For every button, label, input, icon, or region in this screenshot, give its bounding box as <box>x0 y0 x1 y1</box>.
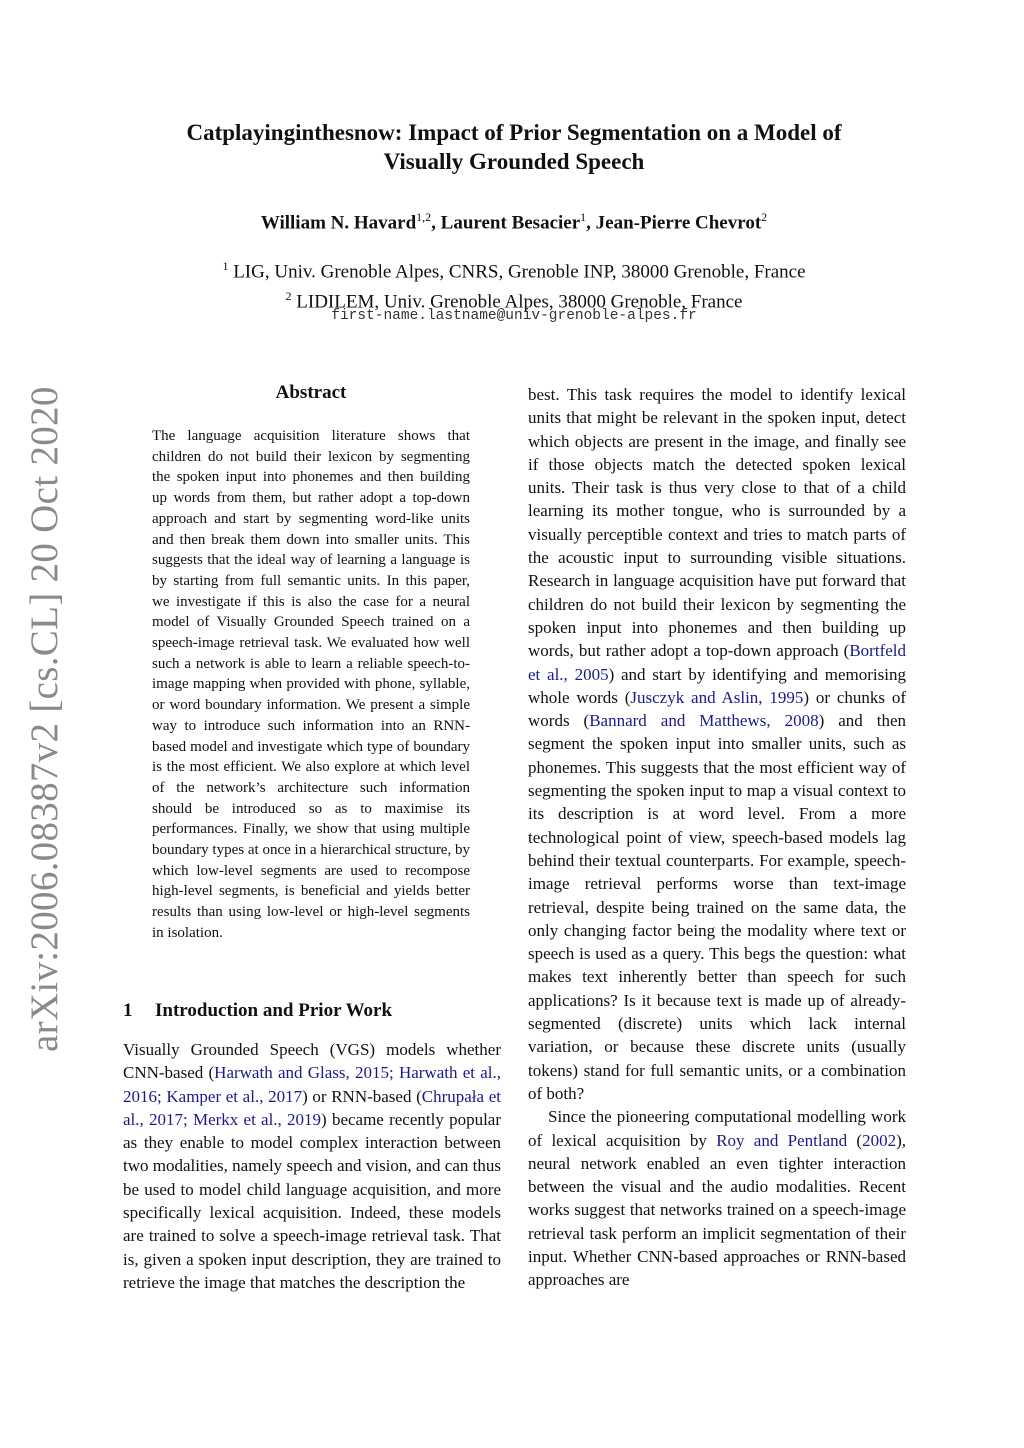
arxiv-identifier-stamp: arXiv:2006.08387v2 [cs.CL] 20 Oct 2020 <box>23 386 66 1052</box>
paper-title <box>110 118 918 176</box>
title-line-2: Visually Grounded Speech <box>383 149 645 174</box>
author-separator: , <box>586 212 596 234</box>
author-name: William N. Havard <box>260 212 417 234</box>
affiliation-text: LIDILEM, Univ. Grenoble Alpes, 38000 Grenoble, France <box>296 291 743 313</box>
author-name: Jean-Pierre Chevrot <box>595 212 762 234</box>
text-run: ) or chunks of words ( <box>528 687 906 731</box>
text-run: Visually Grounded Speech (VGS) models whether CNN-based ( <box>123 1040 501 1083</box>
intro-paragraph-right-1 <box>528 383 906 1105</box>
citation-link[interactable]: Harwath and Glass, 2015; Harwath et al., 2016; Kamper et al., 2017 <box>123 1063 502 1106</box>
citation-link[interactable]: Bortfeld et al., 2005 <box>528 641 906 684</box>
abstract-heading: Abstract <box>275 382 347 403</box>
text-run: best. This task requires the model to identify lexical units that might be relevant in the spoken input, detect which objects are present in the image, and finally see if those objects match the detected spoken lexical units. Their task is thus very close to that of a child learning its mother tongue, who is surrounded by a visually perceptible context and tries to match parts of the acoustic input to surrounding visible situations. Research in language acquisition have put forward that children do not build their lexicon by segmenting the spoken input into phonemes and then building up words, but rather adopt a top-down approach ( <box>528 385 906 661</box>
citation-link[interactable]: Jusczyk and Aslin, 1995 <box>630 687 804 707</box>
section-title: Introduction and Prior Work <box>155 1000 393 1021</box>
text-run: ) became recently popular as they enable to model complex interaction between two modalities, namely speech and vision, and can thus be used to model child language acquisition, and more specifically lexical acquisition. Indeed, these models are trained to solve a speech-image retrieval task. That is, given a spoken input description, they are trained to retrieve the image that matches the description the <box>123 1109 501 1292</box>
section-number: 1 <box>123 1000 133 1021</box>
affiliation-marker: 1 <box>222 259 229 273</box>
author-separator: , <box>431 212 441 234</box>
author-list <box>110 205 918 235</box>
citation-link[interactable]: Chrupała et al., 2017; Merkx et al., 2019 <box>123 1086 501 1129</box>
text-run: Since the pioneering computational modelling work of lexical acquisition by <box>528 1107 906 1150</box>
right-column <box>528 383 906 1292</box>
affiliation-line <box>110 254 918 284</box>
section-heading <box>123 1000 503 1022</box>
contact-email: first-name.lastname@univ-grenoble-alpes.fr <box>331 308 697 324</box>
author-affiliation-marker: 1 <box>580 210 587 224</box>
citation-link[interactable]: Bannard and Matthews, 2008 <box>589 711 819 731</box>
text-run: ) and start by identifying and memorising whole words ( <box>528 664 906 707</box>
intro-paragraph-right-2 <box>528 1105 906 1291</box>
affiliation-block <box>110 254 918 315</box>
citation-link[interactable]: 2002 <box>862 1130 897 1150</box>
author-affiliation-marker: 1,2 <box>416 210 432 224</box>
text-run: ) and then segment the spoken input into smaller units, such as phonemes. This suggests that the most efficient way of segmenting the spoken input to map a visual context to its description is at word level. From a more technological point of view, speech-based models lag behind their textual counterparts. For example, speech-image retrieval performs worse than text-image retrieval, despite being trained on the same data, the only changing factor being the modality where text or speech is used as a query. This begs the question: what makes text inherently better than speech for such applications? Is it because text is made up of already-segmented (discrete) units which lack internal variation, or because these discrete units (usually tokens) stand for full semantic units, or a combination of both? <box>528 711 907 1103</box>
affiliation-marker: 2 <box>285 289 292 304</box>
citation-link[interactable]: Roy and Pentland <box>716 1130 848 1150</box>
author-affiliation-marker: 2 <box>761 210 768 224</box>
text-run: ( <box>847 1130 863 1150</box>
text-run: ), neural network enabled an even tighter interaction between the visual and the audio modalities. Recent works suggest that networks trained on a speech-image retrieval task perform an implicit segmentation of their input. Whether CNN-based approaches or RNN-based approaches are <box>528 1130 906 1290</box>
text-run: ) or RNN-based ( <box>302 1086 422 1106</box>
abstract-body: The language acquisition literature shows that children do not build their lexicon by segmenting the spoken input into phonemes and then building up words from them, but rather adopt a top-down approach and start by segmenting word-like units and then break them down into smaller units. This suggests that the ideal way of learning a language is by starting from full semantic units. In this paper, we investigate if this is also the case for a neural model of Visually Grounded Speech trained on a speech-image retrieval task. We evaluated how well such a network is able to learn a reliable speech-to-image mapping when provided with phone, syllable, or word boundary information. We present a simple way to introduce such information into an RNN-based model and investigate which type of boundary is the most efficient. We also explore at which level of the network’s architecture such information should be introduced so as to maximise its performances. Finally, we show that using multiple boundary types at once in a hierarchical structure, by which low-level segments are used to recompose high-level segments, is beneficial and yields better results than using low-level or high-level segments in isolation. <box>152 428 470 941</box>
intro-paragraph-left <box>123 1038 501 1294</box>
affiliation-text: LIG, Univ. Grenoble Alpes, CNRS, Grenoble INP, 38000 Grenoble, France <box>233 261 806 283</box>
title-line-1: Catplayinginthesnow: Impact of Prior Segmentation on a Model of <box>186 120 842 145</box>
author-name: Laurent Besacier <box>440 212 581 234</box>
